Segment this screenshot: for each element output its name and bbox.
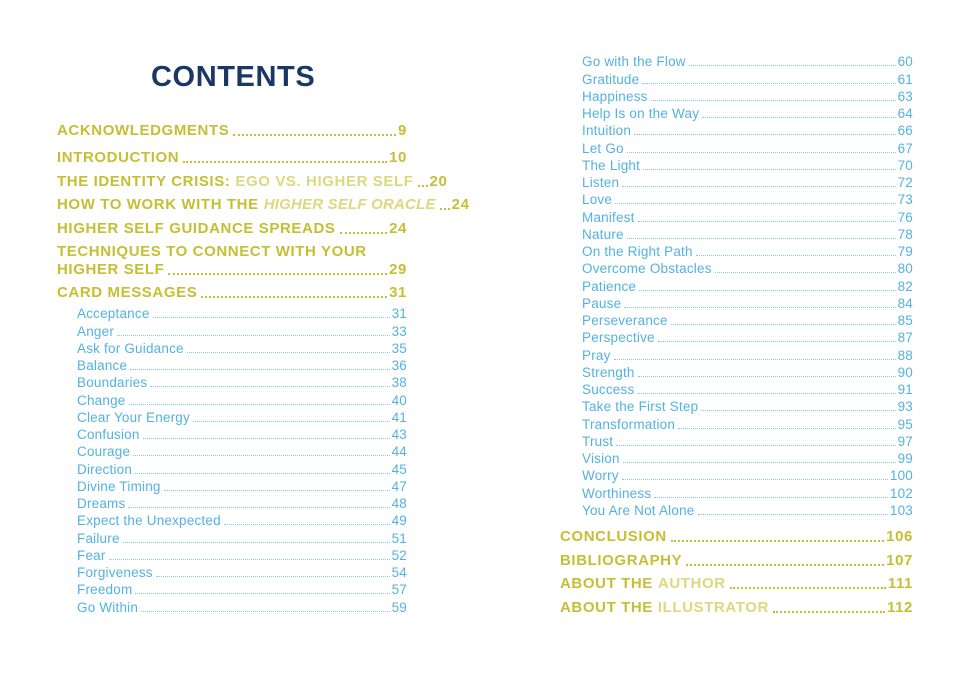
dot-leader: [133, 455, 389, 456]
entry-label: Trust: [582, 433, 614, 449]
page-number: 44: [391, 444, 407, 460]
dot-leader: [773, 611, 885, 613]
toc-entry: [582, 483, 913, 500]
entry-label: Perspective: [582, 330, 655, 346]
toc-entry: [582, 414, 913, 431]
entry-label: Ask for Guidance: [77, 340, 184, 356]
page-number: 82: [897, 278, 913, 294]
toc-entry: [77, 304, 407, 321]
heading-subtitle: AUTHOR: [657, 575, 726, 592]
toc-entry: [582, 104, 913, 121]
dot-leader: [634, 134, 895, 135]
toc-entry: [77, 511, 407, 528]
left-column-headings: [57, 122, 470, 308]
dot-leader: [123, 542, 390, 543]
entry-label: Patience: [582, 278, 637, 294]
page-number: 80: [897, 261, 913, 277]
toc-entry: [582, 466, 913, 483]
entry-label: Freedom: [77, 582, 133, 598]
entry-label: Acceptance: [77, 306, 150, 322]
heading-label: BIBLIOGRAPHY: [560, 551, 683, 569]
toc-entry: [582, 87, 913, 104]
toc-entry: [77, 494, 407, 511]
heading-card-messages: [57, 284, 407, 301]
dot-leader: [130, 369, 389, 370]
entry-label: Anger: [77, 323, 115, 339]
heading-techniques-line2: [57, 261, 407, 278]
page-number: 47: [391, 478, 407, 494]
entry-label: Forgiveness: [77, 565, 153, 580]
page-number: 84: [897, 295, 913, 311]
page-number: 49: [391, 513, 407, 529]
page-number: 73: [897, 192, 913, 208]
page-number: 9: [398, 122, 407, 139]
left-entry-list: [77, 304, 407, 615]
heading-label: ACKNOWLEDGMENTS: [57, 122, 230, 139]
toc-entry: [582, 328, 913, 345]
toc-entry: [582, 294, 913, 311]
heading-about-author: [560, 575, 913, 592]
dot-leader: [193, 421, 390, 422]
dot-leader: [643, 169, 895, 170]
dot-leader: [201, 296, 387, 298]
entry-label: You Are Not Alone: [582, 502, 695, 518]
toc-entry: [77, 546, 407, 563]
page-number: 36: [391, 358, 407, 373]
page-number: 100: [889, 468, 913, 484]
toc-entry: [582, 52, 913, 69]
toc-entry: [582, 363, 913, 380]
toc-entry: [77, 563, 407, 580]
right-entry-list: [582, 52, 913, 518]
dot-leader: [730, 587, 886, 589]
entry-label: Perseverance: [582, 313, 668, 328]
toc-entry: [582, 225, 913, 242]
heading-label: HIGHER SELF GUIDANCE SPREADS: [57, 219, 336, 237]
heading-acknowledgments: [57, 122, 407, 139]
toc-entry: [582, 501, 913, 518]
heading-label: HOW TO WORK WITH THE: [57, 196, 259, 213]
page-number: 29: [389, 260, 407, 278]
entry-label: Success: [582, 382, 635, 397]
dot-leader: [616, 445, 895, 446]
page-number: 107: [886, 551, 913, 569]
toc-entry: [582, 276, 913, 293]
page-number: 31: [391, 306, 407, 322]
page-number: 45: [391, 461, 407, 477]
heading-subtitle: ILLUSTRATOR: [657, 598, 769, 616]
entry-label: On the Right Path: [582, 244, 693, 259]
entry-label: Manifest: [582, 209, 635, 225]
page-number: 31: [389, 284, 407, 301]
entry-label: Transformation: [582, 416, 676, 432]
toc-entry: [77, 321, 407, 338]
page-number: 38: [391, 375, 407, 391]
entry-label: Expect the Unexpected: [77, 513, 221, 529]
toc-entry: [77, 528, 407, 545]
page-number: 78: [897, 226, 913, 242]
entry-label: Balance: [77, 358, 128, 373]
dot-leader: [233, 134, 396, 136]
entry-label: Pause: [582, 295, 622, 311]
entry-label: Nature: [582, 226, 624, 242]
dot-leader: [671, 324, 896, 325]
entry-label: Strength: [582, 364, 635, 380]
dot-leader: [651, 100, 896, 101]
page-number: 64: [897, 106, 913, 121]
dot-leader: [627, 152, 896, 153]
page-number: 95: [897, 416, 913, 432]
page-number: 93: [897, 399, 913, 415]
page-number: 24: [389, 219, 407, 237]
heading-label: TECHNIQUES TO CONNECT WITH YOUR: [57, 243, 367, 260]
dot-leader: [135, 473, 390, 474]
page-number: 111: [887, 575, 913, 592]
heading-how-to-work: [57, 196, 470, 213]
dot-leader: [637, 393, 895, 394]
entry-label: Listen: [582, 175, 620, 190]
page-number: 87: [897, 330, 913, 346]
heading-label: ABOUT THE: [560, 575, 653, 592]
toc-entry: [582, 397, 913, 414]
dot-leader: [418, 185, 428, 187]
dot-leader: [129, 404, 390, 405]
heading-label: HIGHER SELF: [57, 260, 165, 278]
dot-leader: [168, 273, 387, 275]
page-number: 43: [391, 427, 407, 442]
page-number: 63: [897, 88, 913, 104]
page-number: 112: [887, 598, 913, 616]
toc-entry: [582, 173, 913, 190]
entry-label: Boundaries: [77, 375, 148, 391]
heading-label: ABOUT THE: [560, 598, 653, 616]
heading-bibliography: [560, 552, 913, 569]
dot-leader: [623, 462, 896, 463]
dot-leader: [622, 479, 888, 480]
dot-leader: [153, 317, 390, 318]
toc-entry: [582, 190, 913, 207]
page-number: 106: [886, 528, 913, 545]
dot-leader: [624, 307, 895, 308]
page-number: 67: [897, 140, 913, 156]
dot-leader: [678, 428, 895, 429]
toc-entry: [582, 380, 913, 397]
entry-label: Change: [77, 392, 126, 408]
dot-leader: [689, 65, 896, 66]
dot-leader: [686, 564, 884, 566]
toc-entry: [77, 339, 407, 356]
entry-label: Courage: [77, 444, 131, 460]
entry-label: Worry: [582, 468, 619, 484]
dot-leader: [702, 117, 895, 118]
dot-leader: [135, 593, 389, 594]
dot-leader: [639, 290, 895, 291]
heading-subtitle: EGO VS. HIGHER SELF: [235, 172, 414, 190]
right-column-headings: [560, 528, 913, 622]
toc-entry: [582, 138, 913, 155]
heading-label: CONCLUSION: [560, 528, 667, 545]
entry-label: Take the First Step: [582, 399, 699, 415]
toc-entry: [77, 390, 407, 407]
page-number: 85: [897, 313, 913, 328]
dot-leader: [340, 232, 388, 234]
toc-entry: [582, 121, 913, 138]
page-number: 57: [391, 582, 407, 598]
entry-label: Dreams: [77, 496, 126, 511]
page-number: 90: [897, 364, 913, 380]
page-number: 24: [451, 196, 470, 213]
dot-leader: [642, 83, 895, 84]
heading-label: INTRODUCTION: [57, 149, 180, 166]
dot-leader: [615, 203, 896, 204]
page-number: 51: [391, 530, 407, 546]
entry-label: Intuition: [582, 123, 632, 139]
heading-subtitle: HIGHER SELF ORACLE: [263, 196, 436, 213]
page-number: 66: [897, 123, 913, 139]
entry-label: Let Go: [582, 140, 624, 156]
toc-entry: [582, 259, 913, 276]
toc-entry: [77, 477, 407, 494]
toc-entry: [77, 459, 407, 476]
entry-label: The Light: [582, 157, 641, 173]
entry-label: Clear Your Energy: [77, 409, 190, 425]
toc-entry: [582, 242, 913, 259]
page-number: 40: [391, 392, 407, 408]
entry-label: Love: [582, 192, 613, 208]
page-number: 76: [897, 209, 913, 225]
dot-leader: [654, 497, 888, 498]
dot-leader: [698, 514, 888, 515]
dot-leader: [622, 186, 895, 187]
dot-leader: [638, 221, 896, 222]
heading-introduction: [57, 149, 407, 166]
dot-leader: [224, 524, 390, 525]
toc-entry: [582, 69, 913, 86]
page-number: 59: [391, 599, 407, 615]
dot-leader: [715, 272, 896, 273]
page-number: 10: [389, 149, 407, 166]
toc-entry: [77, 442, 407, 459]
entry-label: Direction: [77, 461, 133, 477]
dot-leader: [638, 376, 896, 377]
page-number: 91: [897, 382, 913, 397]
heading-label: THE IDENTITY CRISIS:: [57, 172, 231, 190]
dot-leader: [128, 507, 389, 508]
dot-leader: [143, 438, 390, 439]
entry-label: Divine Timing: [77, 478, 161, 494]
heading-techniques-line1: [57, 243, 407, 260]
dot-leader: [156, 576, 390, 577]
toc-entry: [77, 408, 407, 425]
toc-entry: [582, 449, 913, 466]
toc-entry: [582, 156, 913, 173]
toc-entry: [582, 311, 913, 328]
page-number: 20: [429, 172, 448, 190]
page-number: 48: [391, 496, 407, 511]
toc-entry: [582, 345, 913, 362]
dot-leader: [141, 611, 390, 612]
toc-entry: [77, 580, 407, 597]
page-number: 97: [897, 433, 913, 449]
heading-conclusion: [560, 528, 913, 545]
dot-leader: [658, 341, 896, 342]
dot-leader: [614, 359, 896, 360]
dot-leader: [164, 490, 390, 491]
entry-label: Gratitude: [582, 71, 640, 87]
dot-leader: [696, 255, 896, 256]
heading-identity-crisis: [57, 172, 448, 190]
page-number: 33: [391, 323, 407, 339]
page-number: 70: [897, 157, 913, 173]
toc-entry: [77, 373, 407, 390]
dot-leader: [109, 559, 390, 560]
dot-leader: [627, 238, 896, 239]
toc-entry: [582, 432, 913, 449]
page-number: 79: [897, 244, 913, 259]
page-title: CONTENTS: [151, 61, 316, 94]
entry-label: Confusion: [77, 427, 140, 442]
page-number: 102: [889, 485, 913, 501]
page-number: 88: [897, 347, 913, 363]
toc-entry: [77, 425, 407, 442]
entry-label: Help Is on the Way: [582, 106, 700, 121]
entry-label: Go with the Flow: [582, 54, 686, 70]
dot-leader: [440, 208, 450, 210]
toc-entry: [77, 597, 407, 614]
dot-leader: [701, 410, 895, 411]
heading-guidance-spreads: [57, 220, 407, 237]
page-number: 103: [889, 502, 913, 518]
entry-label: Happiness: [582, 88, 648, 104]
dot-leader: [150, 386, 389, 387]
entry-label: Vision: [582, 451, 620, 466]
heading-label: CARD MESSAGES: [57, 284, 198, 301]
entry-label: Pray: [582, 347, 611, 363]
toc-entry: [582, 207, 913, 224]
page-number: 54: [391, 565, 407, 580]
toc-entry: [77, 356, 407, 373]
entry-label: Go Within: [77, 599, 139, 615]
dot-leader: [183, 161, 387, 163]
page-number: 41: [391, 409, 407, 425]
entry-label: Fear: [77, 547, 106, 563]
page-number: 35: [391, 340, 407, 356]
entry-label: Overcome Obstacles: [582, 261, 712, 277]
entry-label: Failure: [77, 530, 120, 546]
page-number: 99: [897, 451, 913, 466]
page-number: 72: [897, 175, 913, 190]
entry-label: Worthiness: [582, 485, 652, 501]
page-number: 52: [391, 547, 407, 563]
heading-about-illustrator: [560, 599, 913, 616]
dot-leader: [187, 352, 390, 353]
dot-leader: [671, 540, 884, 542]
page-number: 61: [897, 71, 913, 87]
page-number: 60: [897, 54, 913, 70]
dot-leader: [117, 335, 390, 336]
